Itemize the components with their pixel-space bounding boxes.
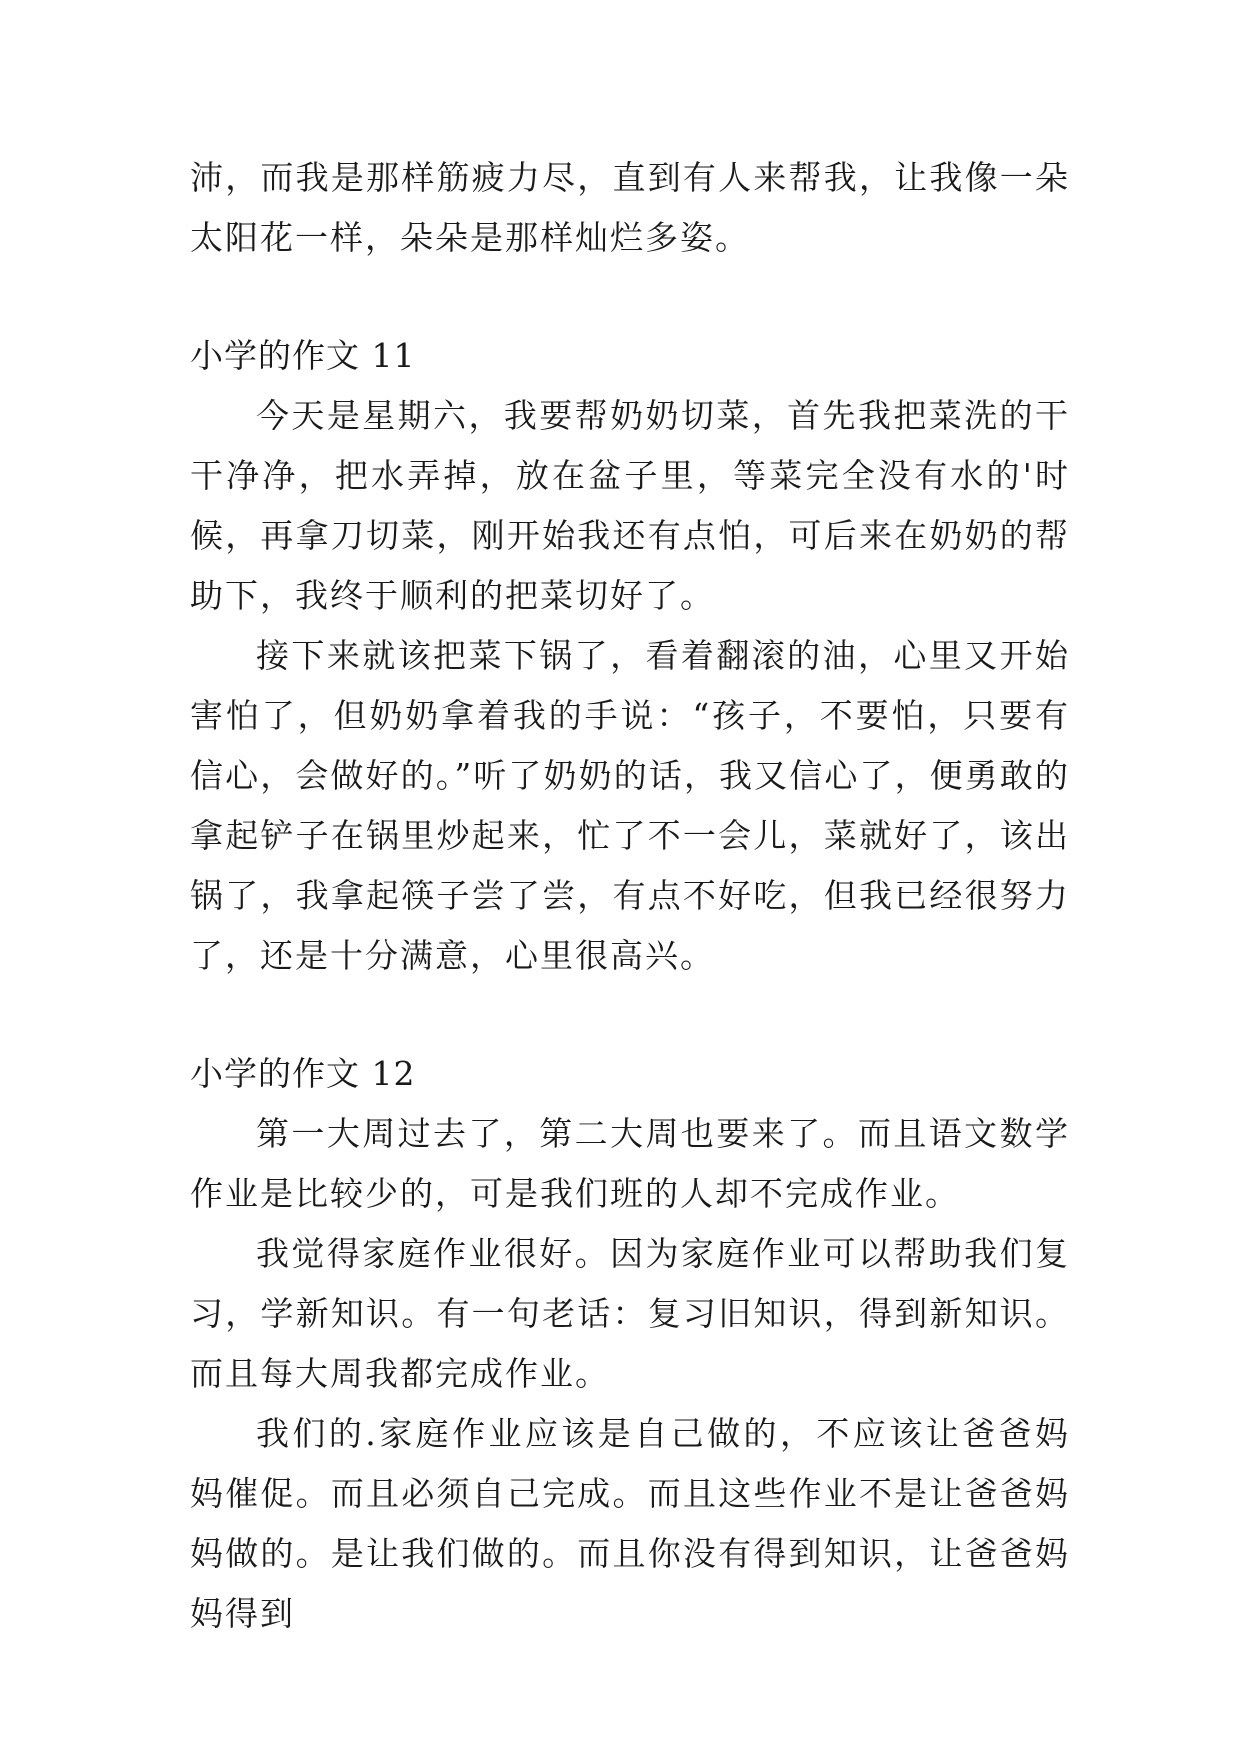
section-gap [190,268,1070,326]
essay-section-11 [190,326,1070,986]
essay-title: 小学的作文 12 [190,1054,416,1093]
essay-title: 小学的作文 11 [190,336,416,375]
essay-paragraph: 我们的.家庭作业应该是自己做的，不应该让爸爸妈妈催促。而且必须自己完成。而且这些作业不是让爸爸妈妈做的。是让我们做的。而且你没有得到知识，让爸爸妈妈得到 [190,1414,1070,1633]
essay-paragraph: 今天是星期六，我要帮奶奶切菜，首先我把菜洗的干干净净，把水弄掉，放在盆子里，等菜完全没有水的'时候，再拿刀切菜，刚开始我还有点怕，可后来在奶奶的帮助下，我终于顺利的把菜切好了。 [190,396,1070,615]
essay-paragraph: 接下来就该把菜下锅了，看着翻滚的油，心里又开始害怕了，但奶奶拿着我的手说：“孩子，不要怕，只要有信心，会做好的。”听了奶奶的话，我又信心了，便勇敢的拿起铲子在锅里炒起来，忙了不一会儿，菜就好了，该出锅了，我拿起筷子尝了尝，有点不好吃，但我已经很努力了，还是十分满意，心里很高兴。 [190,636,1070,975]
section-gap [190,986,1070,1044]
intro-paragraph: 沛，而我是那样筋疲力尽，直到有人来帮我，让我像一朵太阳花一样，朵朵是那样灿烂多姿。 [190,158,1070,257]
essay-paragraph: 第一大周过去了，第二大周也要来了。而且语文数学作业是比较少的，可是我们班的人却不完成作业。 [190,1114,1070,1213]
document-body [190,148,1070,1644]
essay-paragraph: 我觉得家庭作业很好。因为家庭作业可以帮助我们复习，学新知识。有一句老话：复习旧知识，得到新知识。而且每大周我都完成作业。 [190,1234,1070,1393]
essay-section-12 [190,1044,1070,1644]
